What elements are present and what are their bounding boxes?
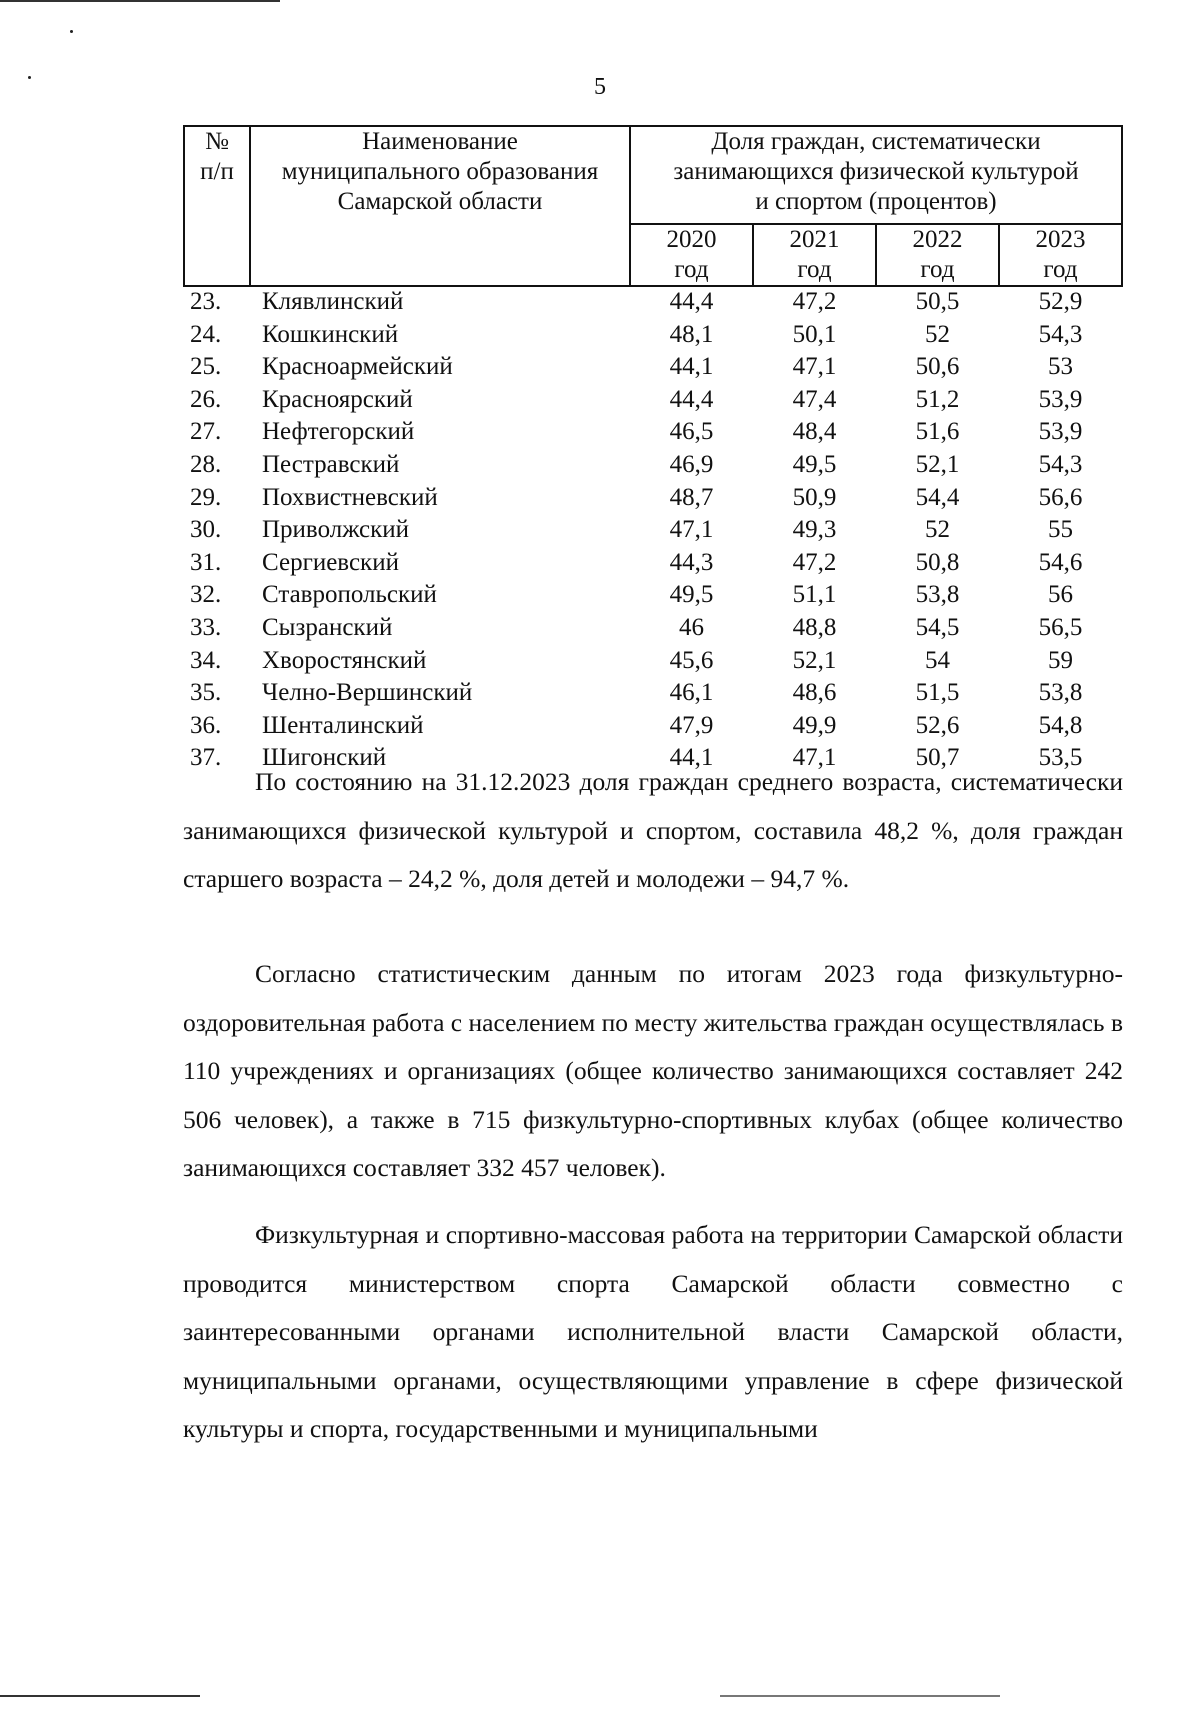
cell-name: Клявлинский (262, 288, 404, 315)
cell-v2020: 44,1 (669, 353, 714, 381)
cell-v2021: 49,9 (792, 711, 837, 739)
table-row (184, 320, 1122, 353)
cell-v2023: 53,5 (1038, 744, 1083, 772)
cell-v2023: 55 (1048, 516, 1073, 544)
cell-num: 25. (190, 353, 222, 381)
cell-v2020: 47,1 (669, 516, 714, 544)
table-row (184, 483, 1122, 516)
table-row (184, 385, 1122, 418)
table-row (184, 548, 1122, 581)
cell-v2021: 47,2 (792, 288, 837, 315)
cell-v2022: 52 (925, 320, 950, 348)
cell-v2020: 44,3 (669, 548, 714, 576)
cell-name: Ставропольский (262, 581, 437, 609)
cell-num: 24. (190, 320, 222, 348)
cell-v2022: 52,6 (915, 711, 960, 739)
table-row (184, 450, 1122, 483)
cell-num: 36. (190, 711, 222, 739)
cell-name: Красноармейский (262, 353, 453, 381)
cell-v2022: 50,6 (915, 353, 960, 381)
cell-v2021: 51,1 (792, 581, 837, 609)
cell-name: Шенталинский (262, 711, 424, 739)
cell-num: 35. (190, 679, 222, 707)
cell-v2020: 48,7 (669, 483, 714, 511)
scan-artifact-line (0, 0, 280, 2)
cell-v2023: 59 (1048, 646, 1073, 674)
cell-v2023: 56 (1048, 581, 1073, 609)
table-row (184, 515, 1122, 548)
cell-v2022: 51,6 (915, 418, 960, 446)
cell-v2023: 53 (1048, 353, 1073, 381)
cell-num: 37. (190, 744, 222, 772)
cell-v2023: 54,6 (1038, 548, 1083, 576)
page-number: 5 (594, 74, 606, 100)
cell-v2022: 50,8 (915, 548, 960, 576)
table-row (184, 613, 1122, 646)
cell-v2023: 54,8 (1038, 711, 1083, 739)
cell-num: 33. (190, 613, 222, 641)
cell-v2021: 47,1 (792, 744, 837, 772)
cell-v2020: 46,1 (669, 679, 714, 707)
cell-num: 32. (190, 581, 222, 609)
table-row (184, 711, 1122, 744)
cell-v2023: 53,9 (1038, 385, 1083, 413)
cell-num: 29. (190, 483, 222, 511)
cell-num: 28. (190, 450, 222, 478)
header-share: Доля граждан, систематически занимающихся физической культурой и спортом (процентов) (630, 126, 1122, 224)
header-year-2020: 2020 год (630, 224, 753, 286)
cell-v2023: 53,8 (1038, 679, 1083, 707)
cell-name: Похвистневский (262, 483, 438, 511)
cell-num: 23. (190, 288, 222, 315)
cell-v2020: 49,5 (669, 581, 714, 609)
sports-share-table (183, 125, 1123, 776)
cell-v2020: 48,1 (669, 320, 714, 348)
cell-num: 30. (190, 516, 222, 544)
cell-num: 26. (190, 385, 222, 413)
cell-name: Приволжский (262, 516, 410, 544)
table-body (184, 286, 1122, 776)
header-year-2023: 2023 год (999, 224, 1122, 286)
cell-v2021: 50,1 (792, 320, 837, 348)
table-row (184, 580, 1122, 613)
cell-v2022: 52,1 (915, 450, 960, 478)
cell-name: Сергиевский (262, 548, 399, 576)
header-number: № п/п (184, 126, 250, 286)
table-row (184, 352, 1122, 385)
cell-v2022: 54 (925, 646, 950, 674)
cell-v2022: 50,5 (915, 288, 960, 315)
cell-name: Красноярский (262, 385, 413, 413)
cell-v2020: 44,1 (669, 744, 714, 772)
scan-artifact-dot (70, 30, 73, 33)
cell-v2021: 48,8 (792, 613, 837, 641)
cell-v2022: 50,7 (915, 744, 960, 772)
cell-name: Челно-Вершинский (262, 679, 473, 707)
cell-name: Кошкинский (262, 320, 399, 348)
cell-v2020: 45,6 (669, 646, 714, 674)
header-year-2021: 2021 год (753, 224, 876, 286)
cell-v2021: 48,6 (792, 679, 837, 707)
cell-name: Хворостянский (262, 646, 427, 674)
cell-name: Шигонский (262, 744, 387, 772)
cell-v2022: 51,2 (915, 385, 960, 413)
table-row (184, 646, 1122, 679)
paragraph-1: По состоянию на 31.12.2023 доля граждан среднего возраста, систематически занимающихся физической культурой и спортом, составила 48,2 %, доля граждан старшего возраста – 24,2 %, доля детей и молодежи – 94,7 %. (183, 767, 1123, 893)
cell-v2020: 46 (679, 613, 704, 641)
header-year-2022: 2022 год (876, 224, 999, 286)
cell-v2023: 53,9 (1038, 418, 1083, 446)
cell-v2023: 56,6 (1038, 483, 1083, 511)
cell-v2021: 49,3 (792, 516, 837, 544)
cell-v2021: 47,4 (792, 385, 837, 413)
cell-v2020: 44,4 (669, 288, 714, 315)
cell-v2022: 54,4 (915, 483, 960, 511)
cell-name: Сызранский (262, 613, 393, 641)
cell-v2023: 52,9 (1038, 288, 1083, 315)
cell-num: 27. (190, 418, 222, 446)
cell-v2021: 49,5 (792, 450, 837, 478)
cell-v2022: 51,5 (915, 679, 960, 707)
cell-v2021: 47,1 (792, 353, 837, 381)
cell-v2023: 54,3 (1038, 320, 1083, 348)
paragraph-3: Физкультурная и спортивно-массовая работа на территории Самарской области проводится министерством спорта Самарской области совместно с заинтересованными органами исполнительной власти Самарской области, муниципальными органами, осуществляющими управление в сфере физической культуры и спорта, государственными и муниципальными (183, 1220, 1123, 1443)
scan-artifact-line (0, 1695, 1200, 1697)
header-municipality: Наименование муниципального образования Самарской области (250, 126, 630, 286)
cell-v2021: 52,1 (792, 646, 837, 674)
cell-v2023: 56,5 (1038, 613, 1083, 641)
table-row (184, 286, 1122, 320)
cell-v2022: 54,5 (915, 613, 960, 641)
cell-num: 31. (190, 548, 222, 576)
cell-v2020: 47,9 (669, 711, 714, 739)
cell-v2020: 46,5 (669, 418, 714, 446)
cell-num: 34. (190, 646, 222, 674)
cell-name: Нефтегорский (262, 418, 415, 446)
cell-v2020: 44,4 (669, 385, 714, 413)
cell-v2022: 52 (925, 516, 950, 544)
cell-v2022: 53,8 (915, 581, 960, 609)
cell-v2021: 48,4 (792, 418, 837, 446)
table-row (184, 417, 1122, 450)
cell-v2020: 46,9 (669, 450, 714, 478)
cell-v2021: 50,9 (792, 483, 837, 511)
cell-v2023: 54,3 (1038, 450, 1083, 478)
cell-name: Пестравский (262, 450, 400, 478)
table-row (184, 678, 1122, 711)
cell-v2021: 47,2 (792, 548, 837, 576)
paragraph-2: Согласно статистическим данным по итогам 2023 года физкультурно-оздоровительная работа с населением по месту жительства граждан осуществлялась в 110 учреждениях и организациях (общее количество занимающихся составляет 242 506 человек), а также в 715 физкультурно-спортивных клубах (общее количество занимающихся составляет 332 457 человек). (183, 959, 1123, 1182)
